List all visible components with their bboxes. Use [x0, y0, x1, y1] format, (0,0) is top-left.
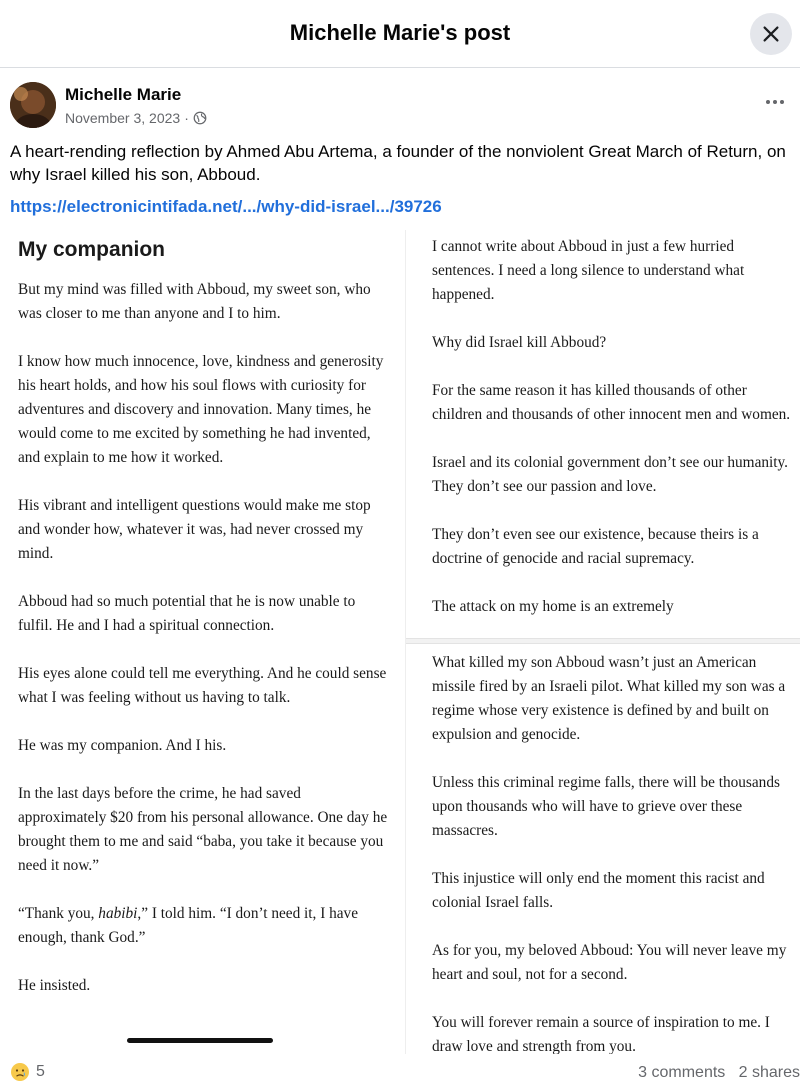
article-left-column: [0, 230, 405, 1054]
reaction-count: 5: [36, 1063, 45, 1080]
italic-word: habibi: [98, 905, 138, 922]
post-author-row: [10, 82, 790, 132]
right-top-paragraphs: [432, 235, 794, 643]
meta-separator: ·: [184, 110, 189, 126]
article-heading: My companion: [18, 238, 166, 261]
post-header: [0, 0, 800, 68]
article-paragraph: Unless this criminal regime falls, there will be thousands upon thousands who will have to grieve over these massacres.: [432, 774, 780, 839]
post-text: A heart-rending reflection by Ahmed Abu Artema, a founder of the nonviolent Great March of Return, on why Israel killed his son, Abboud.: [10, 142, 786, 184]
author-name[interactable]: Michelle Marie: [65, 85, 182, 104]
article-paragraph: His eyes alone could tell me everything. And he could sense what I was feeling without us having to talk.: [18, 665, 387, 706]
article-paragraph: Why did Israel kill Abboud?: [432, 334, 607, 351]
article-paragraph: This injustice will only end the moment this racist and colonial Israel falls.: [432, 870, 765, 911]
article-paragraph: You will forever remain a source of inspiration to me. I draw love and strength from you.: [432, 1014, 770, 1054]
right-bottom-paragraphs: [432, 651, 794, 1054]
article-paragraph: For the same reason it has killed thousands of other children and thousands of other innocent men and women.: [432, 382, 791, 423]
post-link[interactable]: https://electronicintifada.net/.../why-did-israel.../39726: [10, 197, 442, 216]
post-footer: [0, 1054, 800, 1090]
globe-icon: [193, 111, 207, 125]
more-options-button[interactable]: [760, 90, 790, 114]
post-meta: [65, 110, 207, 126]
article-paragraph: Abboud had so much potential that he is now unable to fulfil. He and I had a spiritual connection.: [18, 593, 356, 634]
screenshot-divider: [406, 638, 800, 644]
post-image[interactable]: [0, 230, 800, 1054]
header-title: Michelle Marie's post: [289, 20, 511, 45]
close-button[interactable]: [750, 13, 792, 55]
article-paragraph: He insisted.: [18, 977, 91, 994]
article-paragraph: “Thank you, habibi,” I told him. “I don’t need it, I have enough, thank God.”: [18, 905, 359, 946]
more-dot-icon: [780, 100, 784, 104]
reactions-summary[interactable]: [10, 1062, 45, 1082]
engagement-counts: [638, 1064, 800, 1082]
left-paragraphs: [18, 278, 390, 1022]
avatar[interactable]: [10, 82, 56, 128]
shares-count[interactable]: 2 shares: [738, 1064, 800, 1081]
article-right-column: [405, 230, 800, 1054]
article-paragraph: I cannot write about Abboud in just a few hurried sentences. I need a long silence to understand what happened.: [432, 238, 745, 303]
post-date[interactable]: November 3, 2023: [65, 110, 181, 126]
home-indicator: [127, 1038, 273, 1043]
article-paragraph: In the last days before the crime, he had saved approximately $20 from his personal allowance. One day he brought them to me and said “baba, you take it because you need it now.”: [18, 785, 388, 874]
more-dot-icon: [773, 100, 777, 104]
article-paragraph: He was my companion. And I his.: [18, 737, 227, 754]
article-paragraph: But my mind was filled with Abboud, my sweet son, who was closer to me than anyone and I to him.: [18, 281, 371, 322]
article-paragraph: The attack on my home is an extremely: [432, 598, 674, 615]
sad-face-icon: [10, 1062, 30, 1082]
article-paragraph: They don’t even see our existence, because theirs is a doctrine of genocide and racial supremacy.: [432, 526, 759, 567]
article-paragraph: What killed my son Abboud wasn’t just an American missile fired by an Israeli pilot. What killed my son was a regime whose very existence is defined by and built on expulsion and genocide.: [432, 654, 786, 743]
more-dot-icon: [766, 100, 770, 104]
article-paragraph: As for you, my beloved Abboud: You will never leave my heart and soul, not for a second.: [432, 942, 787, 983]
close-icon: [760, 23, 782, 45]
article-paragraph: His vibrant and intelligent questions would make me stop and wonder how, whatever it was, had never crossed my mind.: [18, 497, 371, 562]
comments-count[interactable]: 3 comments: [638, 1064, 726, 1081]
article-paragraph: I know how much innocence, love, kindness and generosity his heart holds, and how his soul flows with curiosity for adventures and discovery and innovation. Many times, he would come to me excited by something he had invented, and explain to me how it worked.: [18, 353, 384, 466]
article-paragraph: Israel and its colonial government don’t see our humanity. They don’t see our passion and love.: [432, 454, 788, 495]
